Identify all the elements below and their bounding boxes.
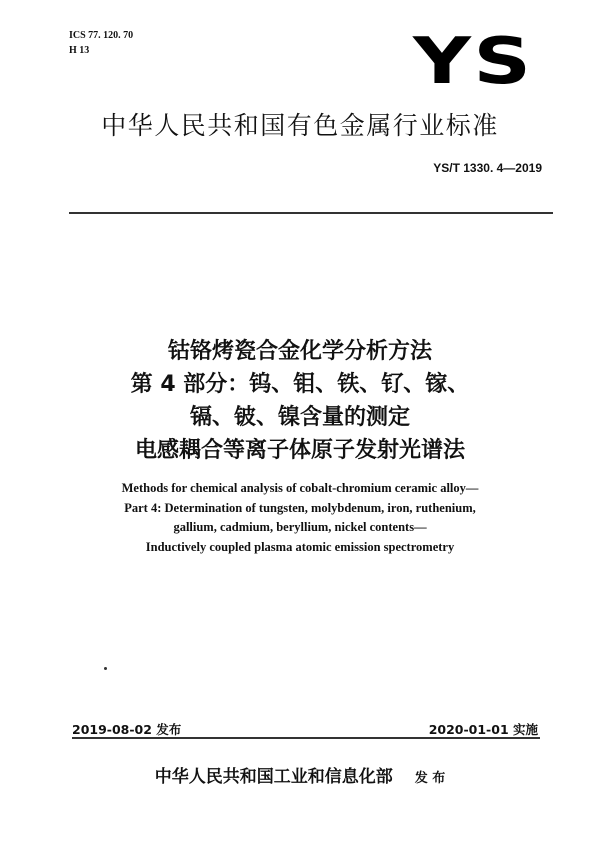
- english-title-line: Inductively coupled plasma atomic emission spectrometry: [145, 539, 455, 554]
- english-title-line: Methods for chemical analysis of cobalt-chromium ceramic alloy—: [121, 481, 479, 495]
- english-title-line: gallium, cadmium, beryllium, nickel contents—: [173, 520, 427, 534]
- top-divider: [69, 212, 553, 214]
- standard-code: YS/T 1330. 4—2019: [433, 161, 542, 175]
- effective-date: 2020-01-01 实施: [428, 722, 538, 737]
- scan-speck: [104, 667, 107, 670]
- chinese-title-line: 第 4 部分：钨、钼、铁、钌、镓、: [130, 372, 470, 397]
- chinese-title-line: 电感耦合等离子体原子发射光谱法: [134, 438, 465, 463]
- ics-block: [69, 28, 133, 58]
- chinese-title: [0, 335, 600, 467]
- organization-title: 中华人民共和国有色金属行业标准: [101, 111, 499, 140]
- chinese-title-line: 钴铬烤瓷合金化学分析方法: [167, 339, 432, 364]
- publish-date: 2019-08-02 发布: [72, 722, 182, 737]
- ics-code: ICS 77. 120. 70: [69, 30, 134, 41]
- classification-code: H 13: [69, 45, 90, 56]
- english-title-line: Part 4: Determination of tungsten, molybdenum, iron, ruthenium,: [124, 500, 476, 515]
- bottom-divider: [72, 737, 540, 739]
- english-title: [0, 479, 600, 557]
- ys-logo: YS: [413, 25, 534, 99]
- issuer-action: 发 布: [414, 771, 446, 786]
- issuer: [0, 762, 600, 787]
- chinese-title-line: 镉、铍、镍含量的测定: [189, 405, 410, 430]
- issuer-name: 中华人民共和国工业和信息化部: [154, 767, 393, 787]
